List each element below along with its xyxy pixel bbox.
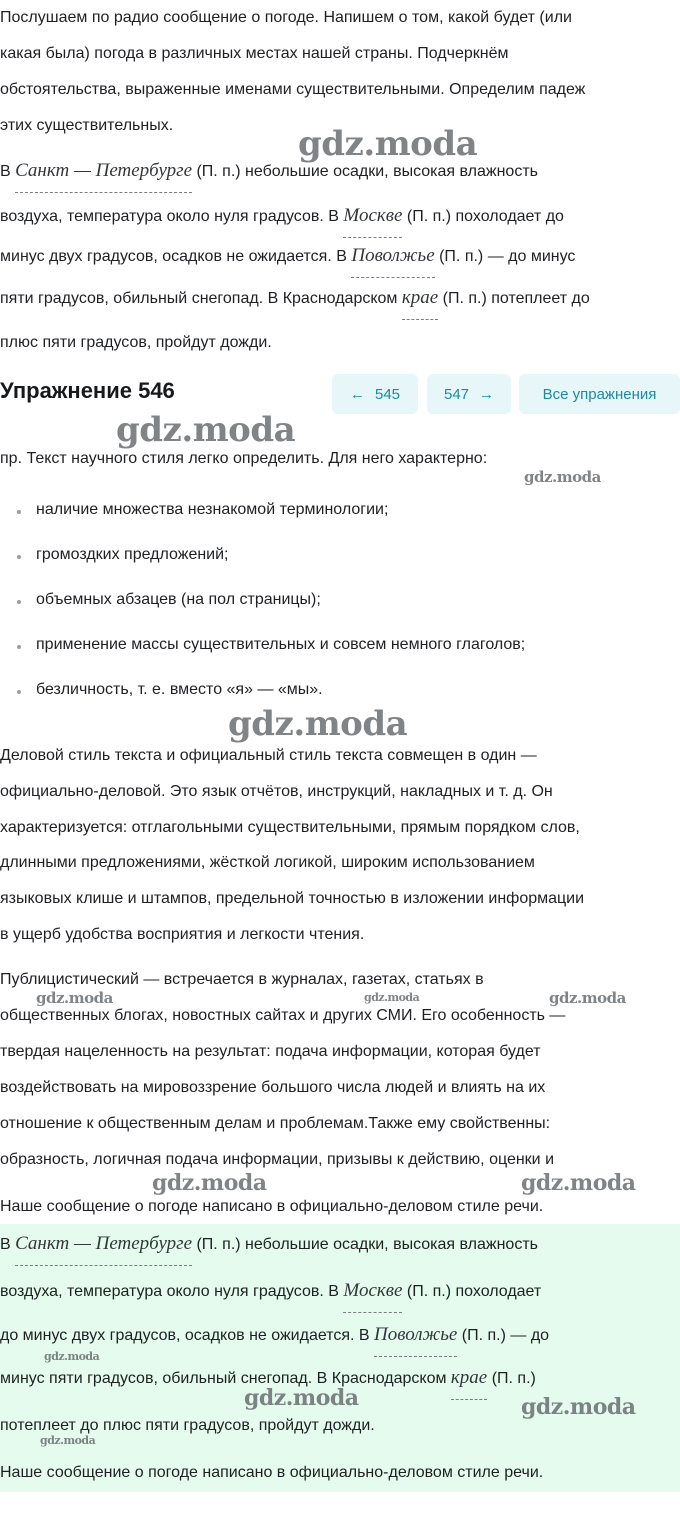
publicistic-line: образность, логичная подача информации, призывы к действию, оценки и bbox=[0, 1151, 554, 1168]
publicistic-line: твердая нацеленность на результат: подача информации, которая будет bbox=[0, 1043, 541, 1060]
answer-line: потеплеет до плюс пяти градусов, пройдут дожди. bbox=[0, 1417, 375, 1434]
business-line: характеризуется: отглагольными существительными, прямым порядком слов, bbox=[0, 819, 580, 836]
business-line: Деловой стиль текста и официальный стиль текста совмещен в один — bbox=[0, 747, 537, 764]
intro-line: какая была) погода в различных местах нашей страны. Подчеркнём bbox=[0, 45, 509, 62]
answer-line: воздуха, температура около нуля градусов. В Москве (П. п.) похолодает до bbox=[0, 198, 680, 235]
watermark: gdz.moda bbox=[244, 1385, 359, 1411]
underlined-noun: крае bbox=[451, 1360, 487, 1396]
underlined-noun: Санкт — Петербурге bbox=[15, 153, 192, 189]
next-exercise-button[interactable]: 547 → bbox=[427, 374, 511, 414]
watermark: gdz.moda bbox=[521, 1394, 636, 1420]
watermark: gdz.moda bbox=[228, 704, 408, 744]
underlined-noun: крае bbox=[402, 280, 438, 316]
answer-line: минус двух градусов, осадков не ожидается. В Поволжье (П. п.) — до минус bbox=[0, 238, 680, 275]
publicistic-line: Публицистический — встречается в журналах, газетах, статьях в bbox=[0, 971, 484, 988]
list-item: безличность, т. е. вместо «я» — «мы». bbox=[0, 672, 525, 717]
conclusion-line: Наше сообщение о погоде написано в официально-деловом стиле речи. bbox=[0, 1198, 544, 1215]
answer-line: В Санкт — Петербурге (П. п.) небольшие осадки, высокая влажность bbox=[0, 153, 680, 190]
answer-line: воздуха, температура около нуля градусов. В Москве (П. п.) похолодает bbox=[0, 1273, 680, 1310]
answer-line: В Санкт — Петербурге (П. п.) небольшие осадки, высокая влажность bbox=[0, 1226, 680, 1263]
underlined-noun: Поволжье bbox=[374, 1317, 457, 1353]
watermark: gdz.moda bbox=[521, 1170, 636, 1196]
business-line: длинными предложениями, жёсткой логикой, широким использованием bbox=[0, 854, 535, 871]
answer-line: пяти градусов, обильный снегопад. В Краснодарском крае (П. п.) потеплеет до bbox=[0, 280, 680, 317]
watermark: gdz.moda bbox=[298, 124, 478, 164]
watermark: gdz.moda bbox=[116, 410, 296, 450]
arrow-left-icon: ← bbox=[349, 385, 365, 403]
prev-exercise-button[interactable]: ← 545 bbox=[332, 374, 418, 414]
list-item: наличие множества незнакомой терминологии; bbox=[0, 492, 525, 537]
watermark: gdz.moda bbox=[40, 1434, 96, 1447]
watermark: gdz.moda bbox=[36, 989, 113, 1007]
underlined-noun: Санкт — Петербурге bbox=[15, 1226, 192, 1262]
underlined-noun: Москве bbox=[343, 1273, 402, 1309]
watermark: gdz.moda bbox=[152, 1170, 267, 1196]
characteristics-list bbox=[0, 492, 525, 717]
publicistic-line: отношение к общественным делам и проблемам.Также ему свойственны: bbox=[0, 1115, 551, 1132]
underlined-noun: Москве bbox=[343, 198, 402, 234]
watermark: gdz.moda bbox=[549, 989, 626, 1007]
publicistic-line: общественных блогах, новостных сайтах и других СМИ. Его особенность — bbox=[0, 1007, 566, 1024]
watermark: gdz.moda bbox=[524, 468, 601, 486]
watermark: gdz.moda bbox=[44, 1350, 100, 1363]
intro-line: Послушаем по радио сообщение о погоде. Напишем о том, какой будет (или bbox=[0, 9, 572, 26]
exercise-title: Упражнение 546 bbox=[0, 378, 175, 403]
intro-line: обстоятельства, выраженные именами существительными. Определим падеж bbox=[0, 81, 586, 98]
business-line: официально-деловой. Это язык отчётов, инструкций, накладных и т. д. Он bbox=[0, 783, 553, 800]
list-item: применение массы существительных и совсем немного глаголов; bbox=[0, 627, 525, 672]
watermark: gdz.moda bbox=[364, 991, 420, 1004]
business-line: в ущерб удобства восприятия и легкости чтения. bbox=[0, 926, 365, 943]
business-line: языковых клише и штампов, предельной точностью в изложении информации bbox=[0, 890, 585, 907]
science-style-line: пр. Текст научного стиля легко определить. Для него характерно: bbox=[0, 450, 488, 467]
arrow-right-icon: → bbox=[479, 385, 495, 403]
publicistic-line: воздействовать на мировоззрение большого числа людей и влиять на их bbox=[0, 1079, 546, 1096]
intro-line: этих существительных. bbox=[0, 117, 174, 134]
conclusion-line: Наше сообщение о погоде написано в официально-деловом стиле речи. bbox=[0, 1464, 544, 1481]
list-item: громоздких предложений; bbox=[0, 537, 525, 582]
answer-line: плюс пяти градусов, пройдут дожди. bbox=[0, 334, 272, 351]
underlined-noun: Поволжье bbox=[351, 238, 434, 274]
answer-line: до минус двух градусов, осадков не ожидается. В Поволжье (П. п.) — до bbox=[0, 1317, 680, 1354]
all-exercises-button[interactable]: Все упражнения bbox=[519, 374, 680, 414]
answer-line: минус пяти градусов, обильный снегопад. В Краснодарском крае (П. п.) bbox=[0, 1360, 680, 1397]
list-item: объемных абзацев (на пол страницы); bbox=[0, 582, 525, 627]
